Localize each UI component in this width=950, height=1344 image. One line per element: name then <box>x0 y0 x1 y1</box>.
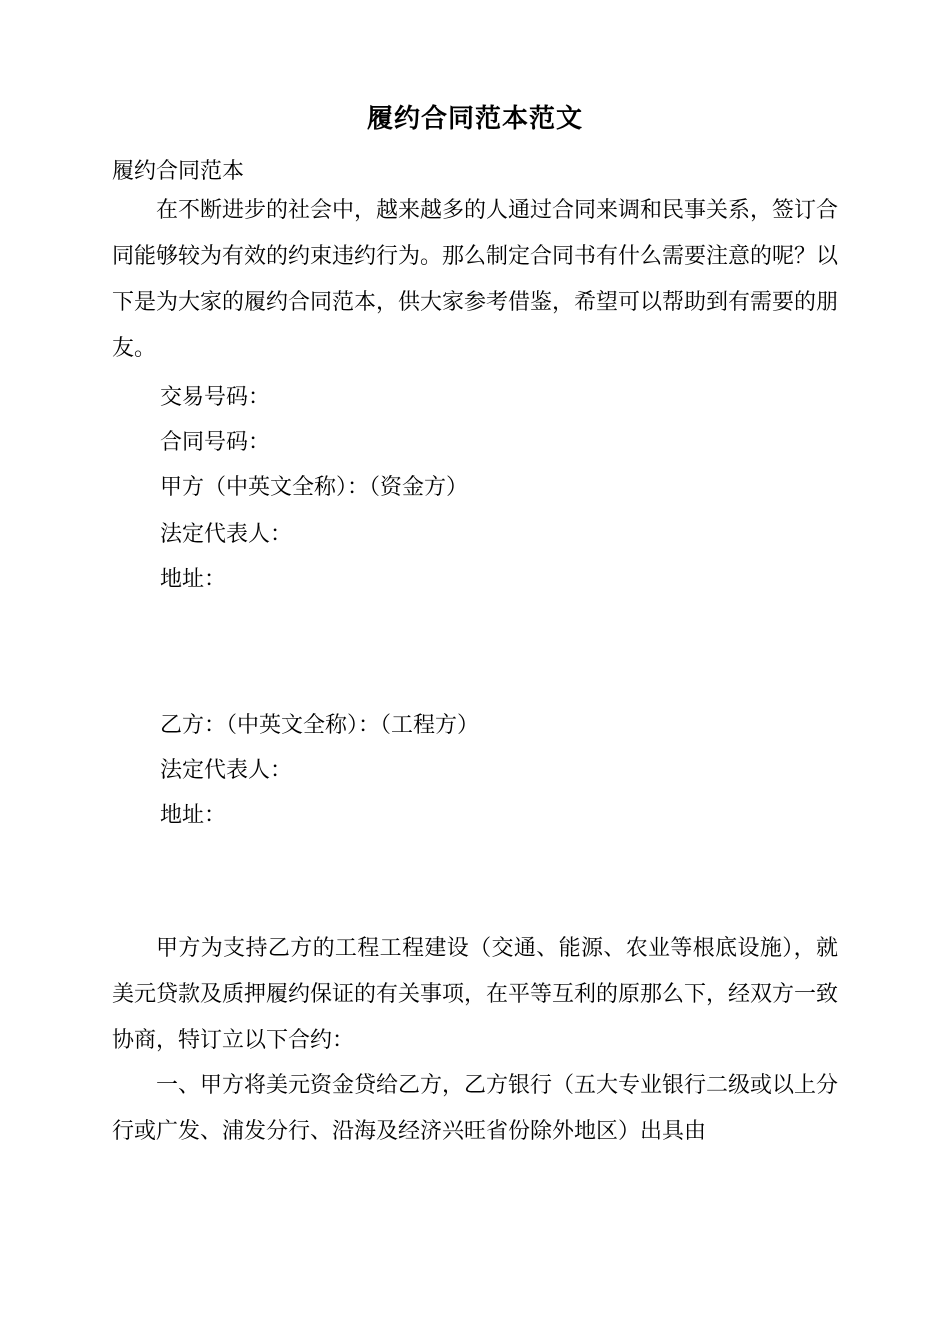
contract-number-field: 合同号码： <box>160 430 271 455</box>
party-b-field: 乙方：（中英文全称）：（工程方） <box>160 713 480 738</box>
trade-number-field: 交易号码： <box>160 385 271 410</box>
document-subtitle: 履约合同范本 <box>112 159 245 184</box>
intro-paragraph: 在不断进步的社会中，越来越多的人通过合同来调和民事关系，签订合同能够较为有效的约束违约行为。那么制定合同书有什么需要注意的呢？以下是为大家的履约合同范本，供大家参考借鉴，希望可以帮助到有需要的朋友。 <box>112 198 839 361</box>
party-a-address-field: 地址： <box>160 567 227 592</box>
clause-one-paragraph-block <box>112 1063 838 1155</box>
party-a-legal-rep-field: 法定代表人： <box>160 522 293 547</box>
purpose-paragraph-block <box>112 926 838 1064</box>
party-b-address-field: 地址： <box>160 803 227 828</box>
intro-paragraph-block <box>112 188 838 372</box>
party-b-legal-rep-field: 法定代表人： <box>160 758 293 783</box>
clause-one-paragraph: 一、甲方将美元资金贷给乙方，乙方银行（五大专业银行二级或以上分行或广发、浦发分行、沿海及经济兴旺省份除外地区）出具由 <box>112 1073 839 1144</box>
purpose-paragraph: 甲方为支持乙方的工程工程建设（交通、能源、农业等根底设施），就美元贷款及质押履约保证的有关事项，在平等互利的原那么下，经双方一致协商，特订立以下合约： <box>112 936 839 1053</box>
document-title: 履约合同范本范文 <box>366 104 583 134</box>
party-a-field: 甲方（中英文全称）：（资金方） <box>160 475 469 500</box>
